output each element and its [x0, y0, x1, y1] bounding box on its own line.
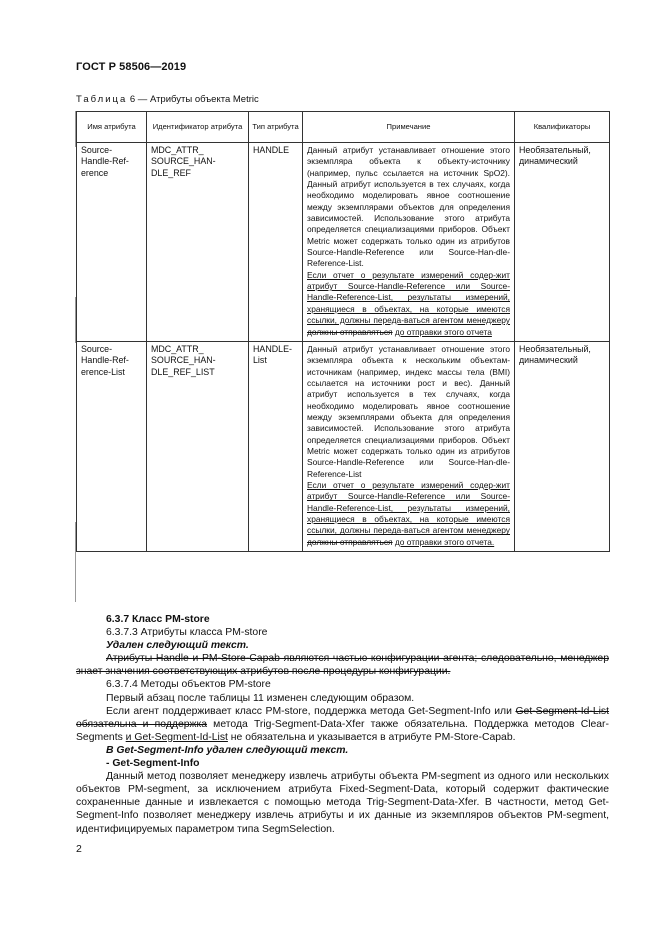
col-header-name: Имя атрибута: [77, 112, 147, 143]
paragraph: [76, 705, 609, 744]
col-header-qualifiers: Квалификаторы: [515, 112, 610, 143]
added-text: и Get-Segment-Id-List: [125, 731, 228, 743]
removed-label: В Get-Segment-Info удален следующий текст.: [106, 744, 349, 756]
removed-label: Удален следующий текст.: [106, 640, 249, 652]
deleted-text: Get-Segment-Id-List обязательна и поддержка: [76, 705, 610, 730]
cell-attr-name: Source-Handle-Ref-erence: [77, 143, 147, 342]
table-header-row: [77, 112, 610, 143]
note-deleted-text: должны отправляться: [307, 326, 393, 337]
cell-attr-note: [303, 341, 515, 551]
note-added-end: до отправки этого отчета: [394, 326, 492, 337]
table-caption-title: 6 — Атрибуты объекта Metric: [127, 94, 259, 105]
removed-paragraph: Атрибуты Handle и PM-Store-Capab являются частью конфигурации агента; следовательно, менеджер знает значения соответствующих атрибутов после процедуры конфигурации.: [76, 653, 609, 678]
cell-attr-note: [303, 143, 515, 342]
cell-attr-name: Source-Handle-Ref-erence-List: [77, 341, 147, 551]
col-header-id: Идентификатор атрибута: [147, 112, 249, 143]
col-header-type: Тип атрибута: [249, 112, 303, 143]
cell-attr-qualifiers: Необязательный, динамический: [515, 341, 610, 551]
subsection-heading: 6.3.7.3 Атрибуты класса PM-store: [106, 627, 268, 639]
note-added-text: Если отчет о результате измерений содер-жит атрибут Source-Handle-Reference или Source-Handle-Reference-List, результаты измерений, хранящиеся в объектах, на которые имеются ссылки, должны переда-ваться агентом менеджеру: [307, 479, 510, 536]
table-row: [77, 341, 610, 551]
attributes-table: [76, 111, 610, 552]
cell-attr-qualifiers: Необязательный, динамический: [515, 143, 610, 342]
paragraph-part: не обязательна и указывается в атрибуте PM-Store-Capab.: [227, 731, 516, 743]
list-item: - Get-Segment-Info: [106, 758, 200, 770]
cell-attr-id: MDC_ATTR_ SOURCE_HAN-DLE_REF: [147, 143, 249, 342]
col-header-note: Примечание: [303, 112, 515, 143]
note-added-end: до отправки этого отчета.: [394, 536, 495, 547]
doc-header: ГОСТ Р 58506—2019: [76, 61, 187, 73]
subsection-heading: 6.3.7.4 Методы объектов PM-store: [106, 679, 271, 691]
section-heading: 6.3.7 Класс PM-store: [106, 614, 210, 625]
note-added-text: Если отчет о результате измерений содер-жит атрибут Source-Handle-Reference или Source-Handle-Reference-List, результаты измерений, хранящиеся в объектах, на которые имеются ссылки, должны переда-ваться агентом менеджеру: [307, 269, 510, 326]
table-caption-prefix: Таблица: [76, 94, 128, 105]
cell-attr-type: HANDLE-List: [249, 341, 303, 551]
table-row: [77, 143, 610, 342]
table-caption: [76, 94, 259, 105]
paragraph: Данный метод позволяет менеджеру извлечь атрибуты объекта PM-segment из одного или нескольких объектов PM-segment, за исключением атрибута Fixed-Segment-Data, который содержит фактические сохраненные данные и извлекается с помощью метода Trig-Segment-Data-Xfer. В частности, метод Get-Segment-Info позволяет менеджеру извлечь атрибуты и их данные из экземпляров объектов PM-segment, идентифицируемых параметром типа SegmSelection.: [76, 771, 609, 835]
body-text: [76, 613, 609, 836]
paragraph: Первый абзац после таблицы 11 изменен следующим образом.: [106, 692, 415, 704]
note-text: Данный атрибут устанавливает отношение этого экземпляра объекта к объекту-источнику (например, пульс ссылается на источник SpO2). Данный атрибут используется в тех случаях, когда необходимо моделировать явное соотношение между экземплярами объектов для определения зависимостей. Использование этого атрибута определяется специализациями приборов. Объект Metric может содержать только один из атрибутов Source-Handle-Reference или Source-Han-dle-Reference-List.: [307, 145, 510, 269]
cell-attr-type: HANDLE: [249, 143, 303, 342]
note-text: Данный атрибут устанавливает отношение этого экземпляра объекта к нескольким объектам-источникам (например, индекс массы тела (BMI) ссылается на источники рост и вес). Данный атрибут используется в тех случаях, когда необходимо моделировать явное соотношение между экземплярами объекта для определения зависимостей. Использование этого атрибута определяется специализациями приборов. Объект Metric может содержать только один из атрибутов Source-Handle-Reference или Source-Han-dle-Reference-List: [307, 343, 510, 479]
page-number: 2: [76, 843, 82, 855]
cell-attr-id: MDC_ATTR_ SOURCE_HAN-DLE_REF_LIST: [147, 341, 249, 551]
paragraph-part: метода Trig-Segment-Data-Xfer также обязательна. Поддержка методов Clear-Segments: [76, 718, 609, 743]
note-deleted-text: должны отправляться: [307, 536, 393, 547]
paragraph-part: Если агент поддерживает класс PM-store, поддержка метода Get-Segment-Info или: [106, 705, 516, 717]
